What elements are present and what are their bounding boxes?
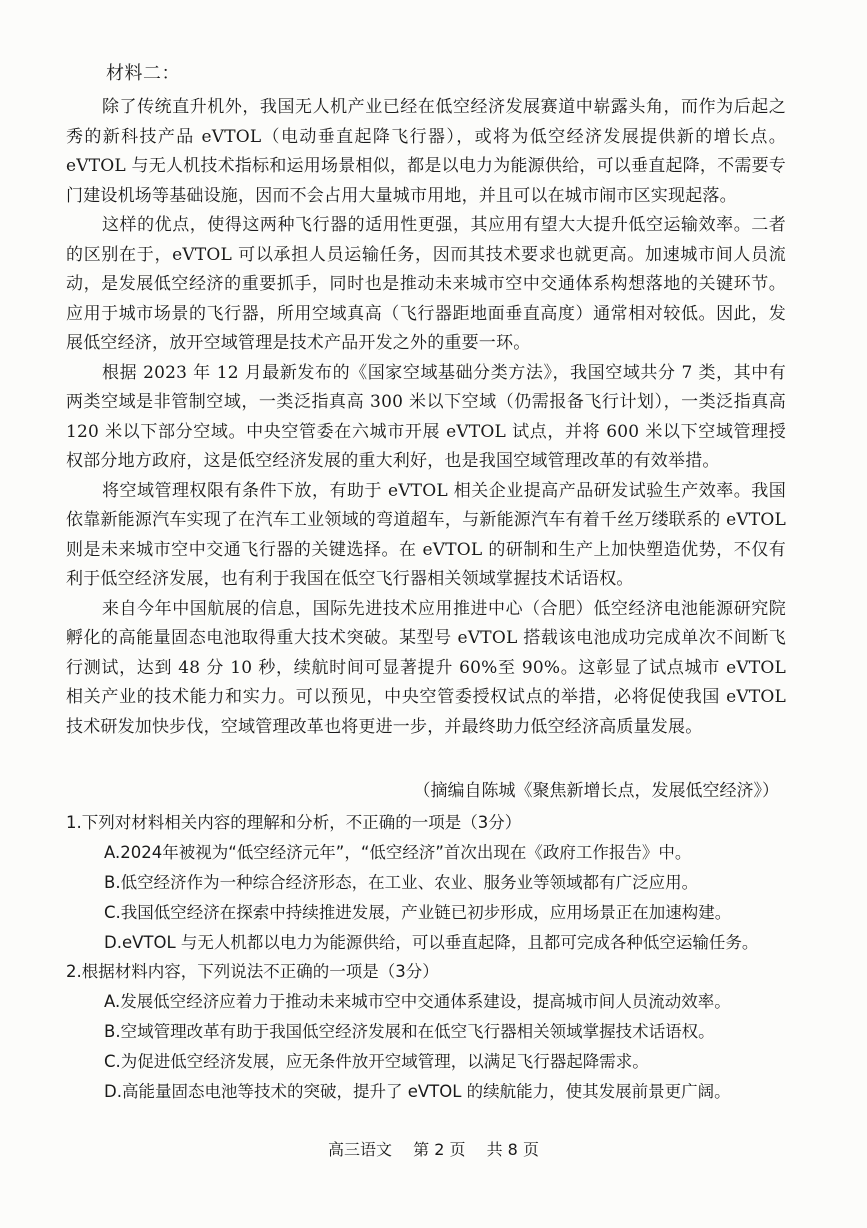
question-1-option-b[interactable]: B.低空经济作为一种综合经济形态，在工业、农业、服务业等领域都有广泛应用。 (104, 873, 699, 892)
question-2-option-a[interactable]: A.发展低空经济应着力于推动未来城市空中交通体系建设，提高城市间人员流动效率。 (104, 992, 731, 1011)
article-body (66, 93, 786, 742)
article-source: （摘编自陈城《聚焦新增长点，发展低空经济》） (413, 781, 779, 801)
paragraph-5: 来自今年中国航展的信息，国际先进技术应用推进中心（合肥）低空经济电池能源研究院孵化的高能量固态电池取得重大技术突破。某型号 eVTOL 搭载该电池成功完成单次不间断飞行测试，达到 48 分 10 秒，续航时间可显著提升 60%至 90%。这彰显了试点城市 eVTOL 相关产业的技术能力和实力。可以预见，中央空管委授权试点的举措，必将促使我国 eVTOL 技术研发加快步伐，空域管理改革也将更进一步，并最终助力低空经济高质量发展。 (66, 598, 786, 737)
footer-page-number: 第 2 页 (413, 1140, 466, 1159)
section-label: 材料二： (106, 63, 180, 84)
footer-subject: 高三语文 (328, 1140, 393, 1159)
question-1-stem: 1.下列对材料相关内容的理解和分析，不正确的一项是（3分） (66, 813, 522, 832)
page-footer (0, 1140, 867, 1160)
question-1-option-d[interactable]: D.eVTOL 与无人机都以电力为能源供给，可以垂直起降，且都可完成各种低空运输任务。 (104, 933, 759, 952)
question-1-option-c[interactable]: C.我国低空经济在探索中持续推进发展，产业链已初步形成，应用场景正在加速构建。 (104, 903, 732, 922)
question-2-option-c[interactable]: C.为促进低空经济发展，应无条件放开空域管理，以满足飞行器起降需求。 (104, 1052, 649, 1071)
question-2-option-b[interactable]: B.空域管理改革有助于我国低空经济发展和在低空飞行器相关领域掌握技术话语权。 (104, 1022, 715, 1041)
question-1-option-a[interactable]: A.2024年被视为“低空经济元年”，“低空经济”首次出现在《政府工作报告》中。 (104, 843, 692, 862)
question-2-option-d[interactable]: D.高能量固态电池等技术的突破，提升了 eVTOL 的续航能力，使其发展前景更广阔。 (104, 1082, 731, 1101)
paragraph-3: 根据 2023 年 12 月最新发布的《国家空域基础分类方法》，我国空域共分 7 类，其中有两类空域是非管制空域，一类泛指真高 300 米以下空域（仍需报备飞行计划），一类泛指真高 120 米以下部分空域。中央空管委在六城市开展 eVTOL 试点，并将 600 米以下空域管理授权部分地方政府，这是低空经济发展的重大利好，也是我国空域管理改革的有效举措。 (66, 362, 786, 471)
footer-total-pages: 共 8 页 (486, 1140, 539, 1159)
paragraph-2: 这样的优点，使得这两种飞行器的适用性更强，其应用有望大大提升低空运输效率。二者的区别在于，eVTOL 可以承担人员运输任务，因而其技术要求也就更高。加速城市间人员流动，是发展低空经济的重要抓手，同时也是推动未来城市空中交通体系构想落地的关键环节。应用于城市场景的飞行器，所用空域真高（飞行器距地面垂直高度）通常相对较低。因此，发展低空经济，放开空域管理是技术产品开发之外的重要一环。 (66, 215, 786, 353)
paragraph-1: 除了传统直升机外，我国无人机产业已经在低空经济发展赛道中崭露头角，而作为后起之秀的新科技产品 eVTOL（电动垂直起降飞行器），或将为低空经济发展提供新的增长点。eVTOL 与无人机技术指标和运用场景相似，都是以电力为能源供给，可以垂直起降，不需要专门建设机场等基础设施，因而不会占用大量城市用地，并且可以在城市闹市区实现起落。 (66, 97, 786, 206)
paragraph-4: 将空域管理权限有条件下放，有助于 eVTOL 相关企业提高产品研发试验生产效率。我国依靠新能源汽车实现了在汽车工业领域的弯道超车，与新能源汽车有着千丝万缕联系的 eVTOL 则是未来城市空中交通飞行器的关键选择。在 eVTOL 的研制和生产上加快塑造优势，不仅有利于低空经济发展，也有利于我国在低空飞行器相关领域掌握技术话语权。 (66, 480, 786, 589)
question-2-stem: 2.根据材料内容，下列说法不正确的一项是（3分） (66, 962, 439, 981)
